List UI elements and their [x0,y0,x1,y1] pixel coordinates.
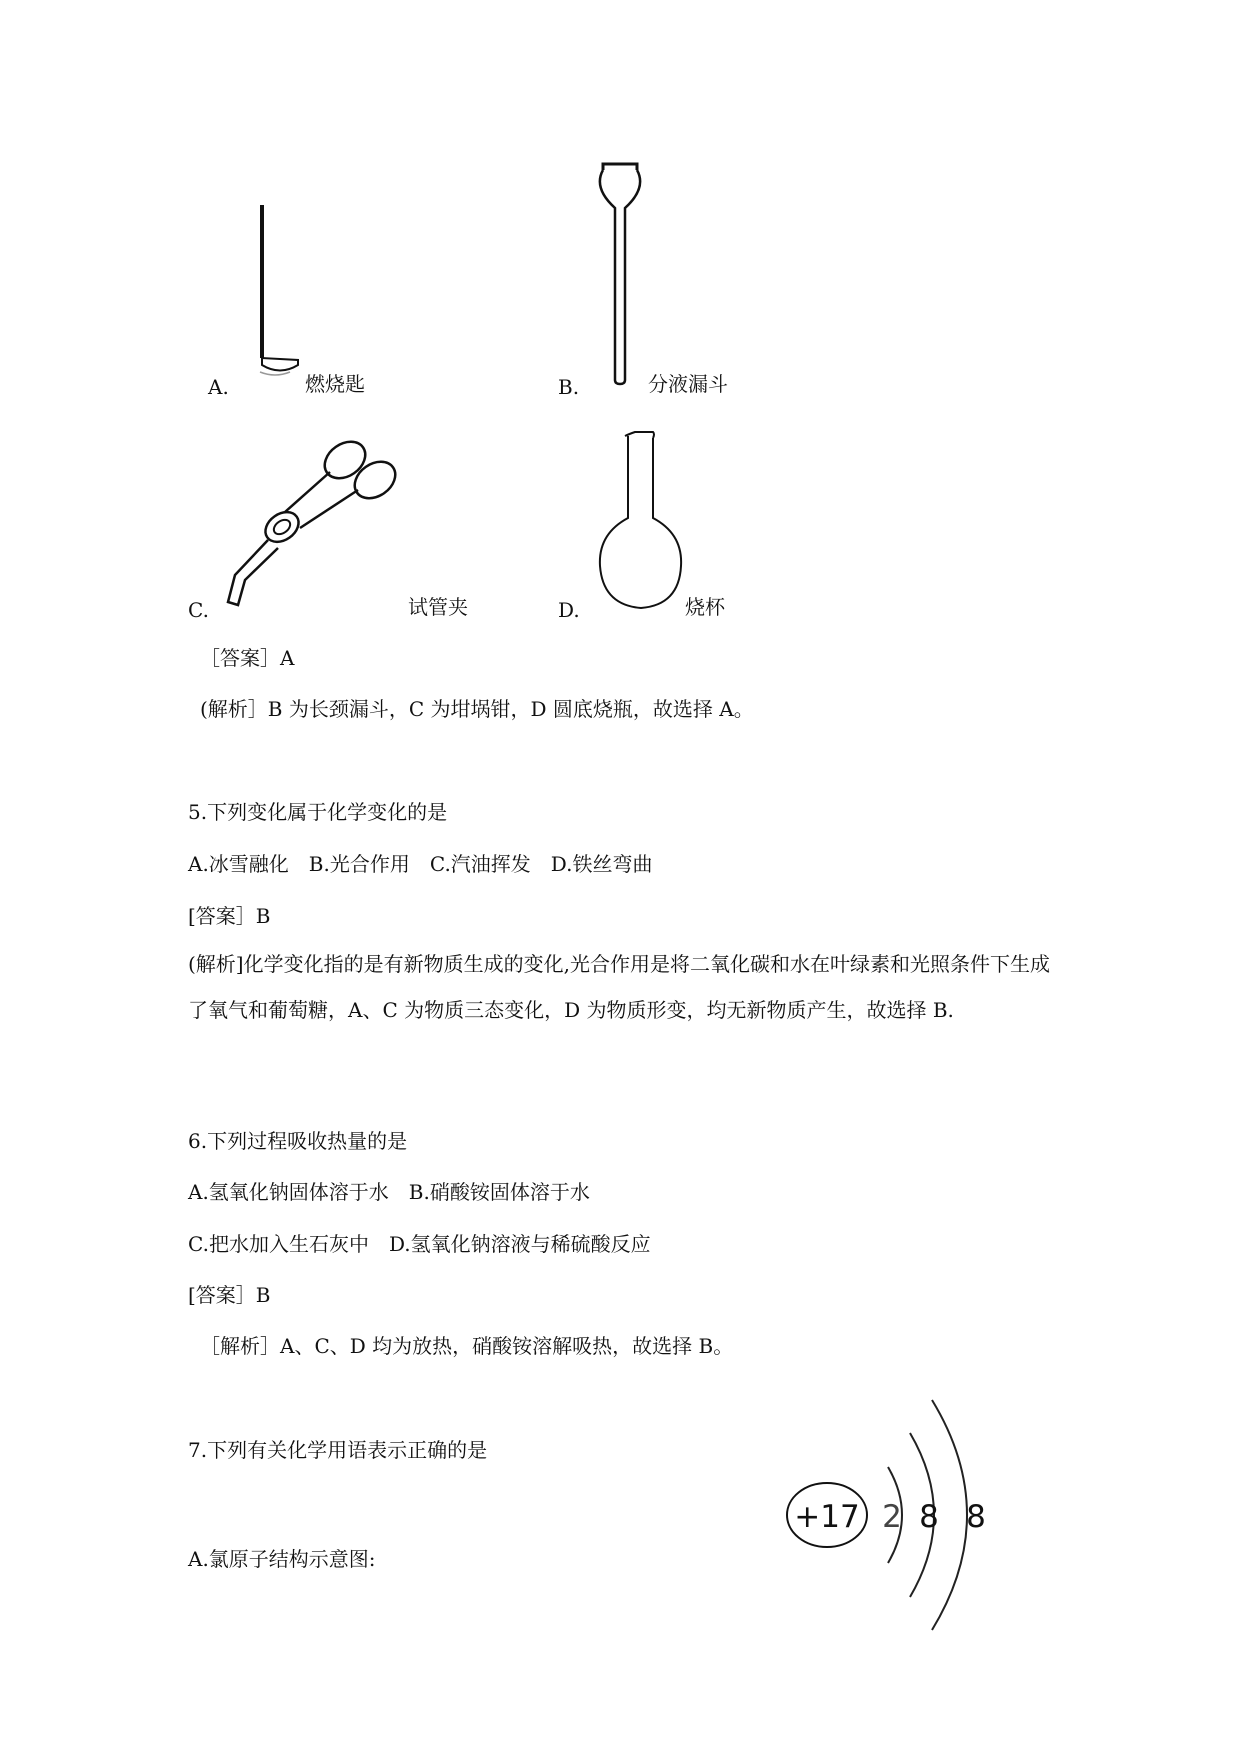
option-a-letter: A. [208,375,229,399]
q6-options-line2: C.把水加入生石灰中 D.氢氧化钠溶液与稀硫酸反应 [188,1232,651,1256]
option-b-letter: B. [558,375,580,399]
burning-spoon-figure [240,200,320,380]
tongs-figure [220,430,405,615]
option-d-letter: D. [558,598,580,622]
funnel-figure [585,160,655,390]
q5-analysis: (解析]化学变化指的是有新物质生成的变化,光合作用是将二氧化碳和水在叶绿素和光照条件下生成了氧气和葡萄糖，A、C 为物质三态变化，D 为物质形变，均无新物质产生，故选择 B. [188,952,1050,1022]
atom-structure-diagram [780,1395,1010,1635]
q4-answer: ［答案］A [200,646,295,670]
q5-answer: [答案］B [188,904,271,928]
option-a-name: 燃烧匙 [305,372,365,396]
nucleus-charge: +17 [794,1499,860,1535]
q6-options-line1: A.氢氧化钠固体溶于水 B.硝酸铵固体溶于水 [188,1180,590,1204]
shell-count-3: 8 [966,1499,986,1535]
flask-figure [595,430,685,615]
q6-question: 6.下列过程吸收热量的是 [188,1129,408,1153]
q4-analysis: (解析］B 为长颈漏斗，C 为坩埚钳，D 圆底烧瓶，故选择 A。 [200,697,754,721]
q5-options: A.冰雪融化 B.光合作用 C.汽油挥发 D.铁丝弯曲 [188,852,653,876]
option-b-name: 分液漏斗 [648,372,728,396]
q7-option-a: A.氯原子结构示意图: [188,1547,376,1571]
option-d-name: 烧杯 [685,595,725,619]
shell-count-2: 8 [919,1499,939,1535]
q5-question: 5.下列变化属于化学变化的是 [188,800,448,824]
option-c-name: 试管夹 [408,595,468,619]
shell-count-1: 2 [882,1499,902,1535]
q6-analysis: ［解析］A、C、D 均为放热，硝酸铵溶解吸热，故选择 B。 [200,1334,734,1358]
q6-answer: [答案］B [188,1283,271,1307]
q7-question: 7.下列有关化学用语表示正确的是 [188,1438,488,1462]
option-c-letter: C. [188,598,209,622]
